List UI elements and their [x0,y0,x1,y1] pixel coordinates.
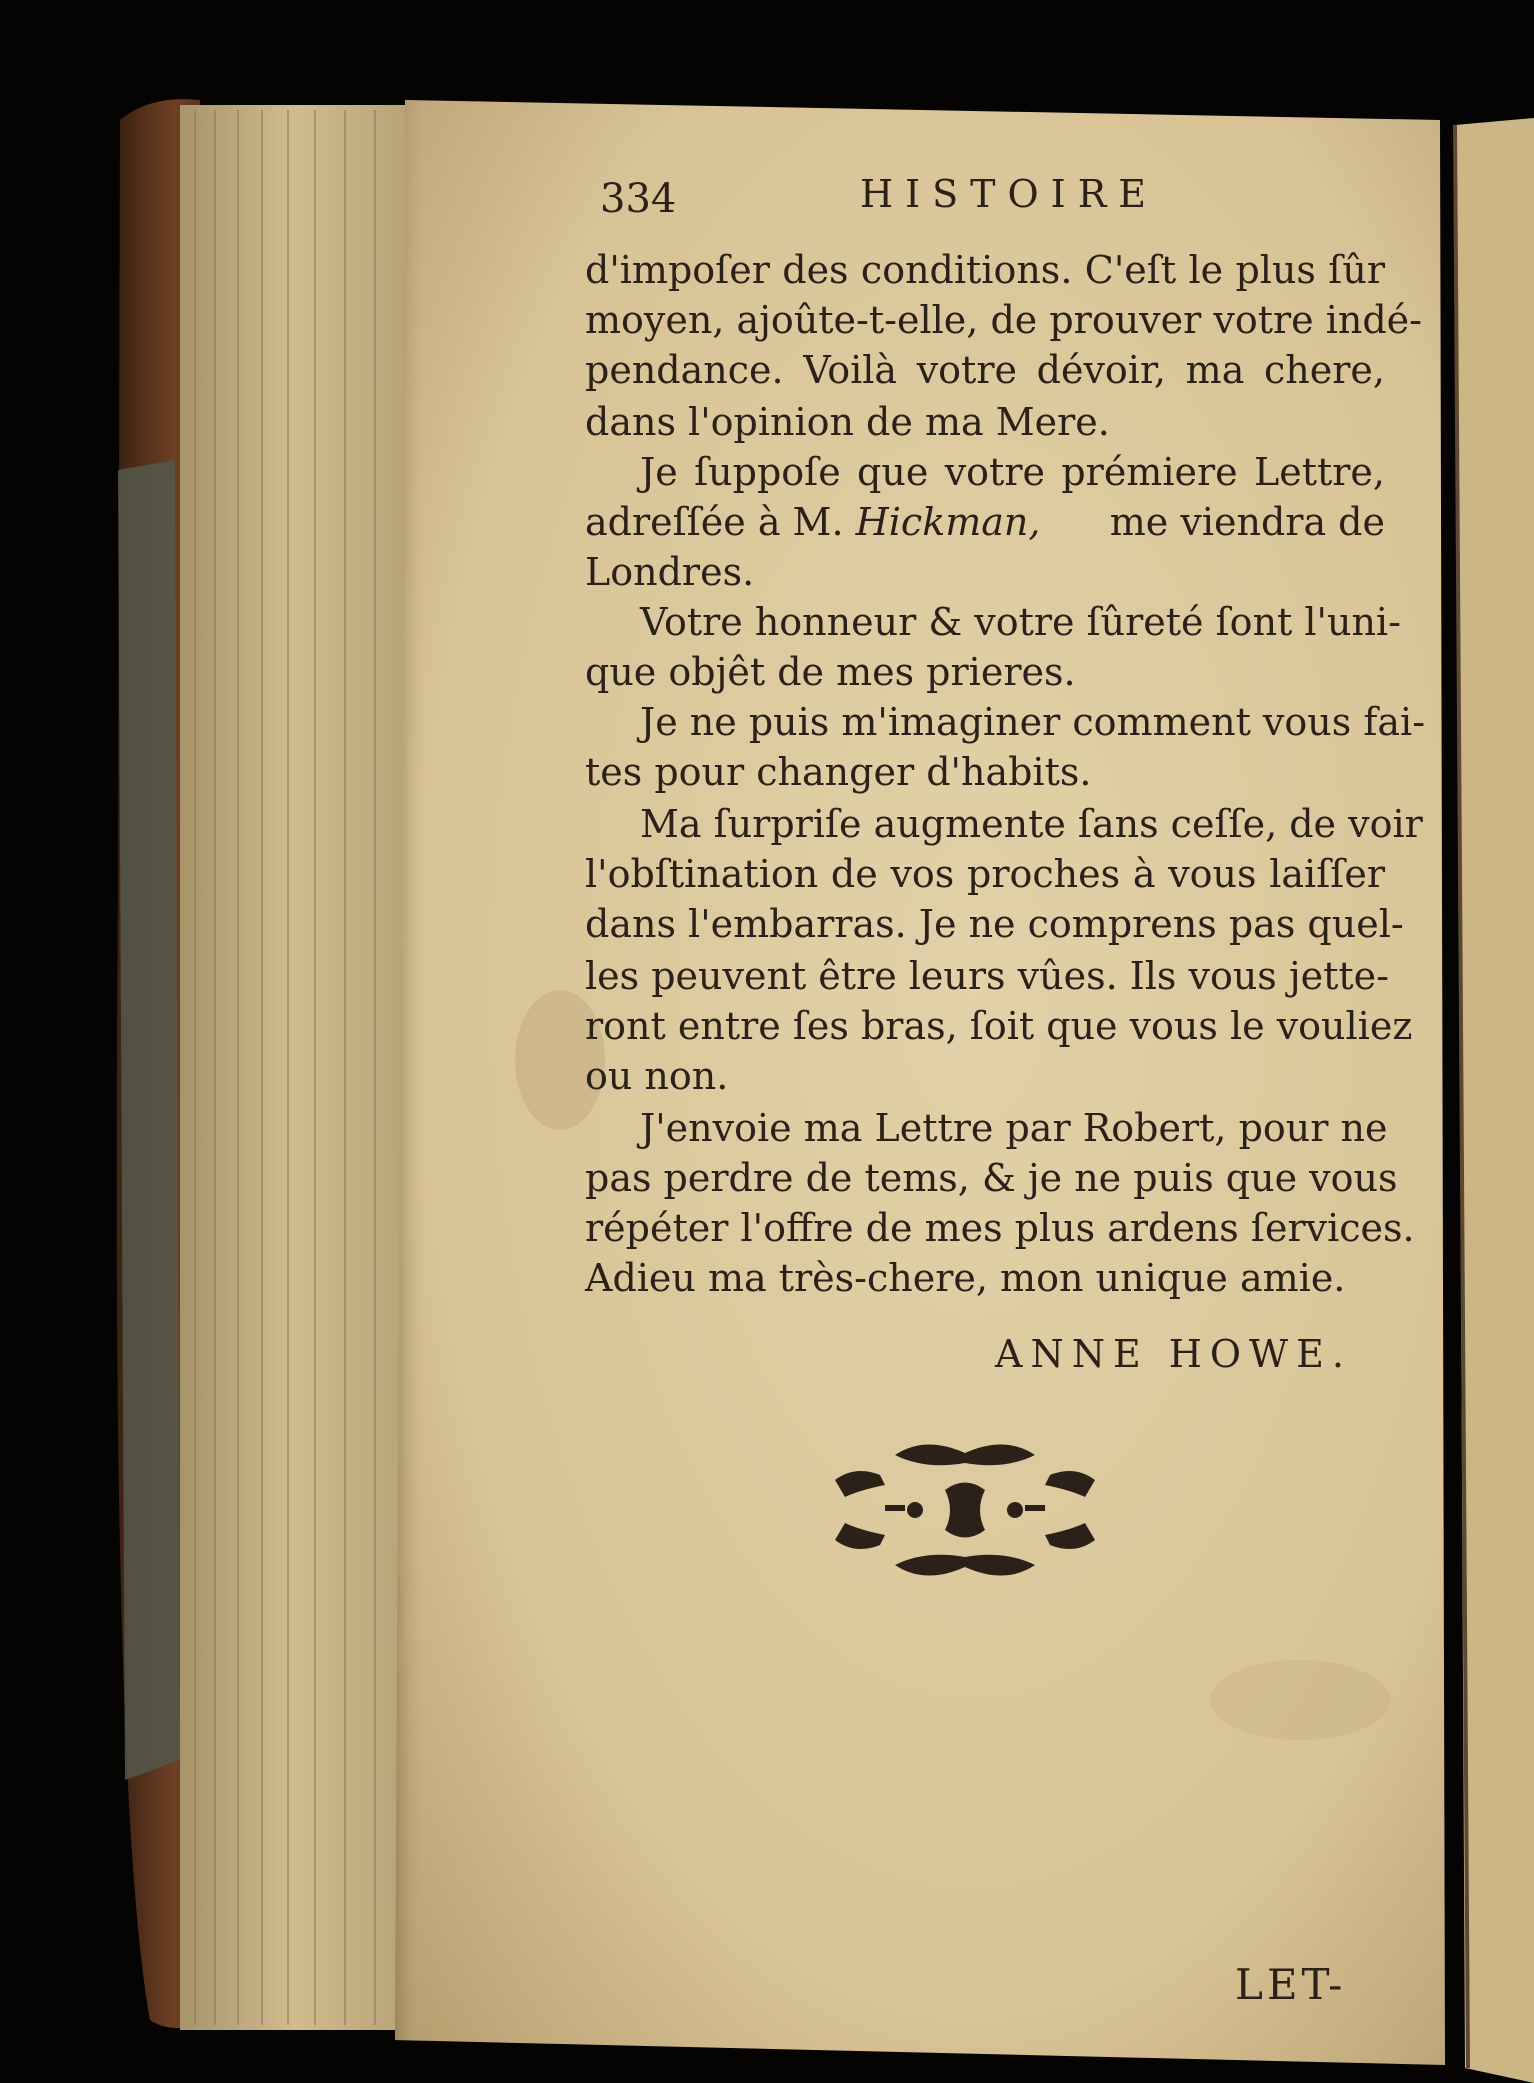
text-line: l'obſtination de vos proches à vous laiſſer [585,852,1385,896]
floral-ornament-icon [825,1435,1105,1585]
text-line: ou non. [585,1054,729,1098]
text-line: dans l'embarras. Je ne comprens pas quel- [585,902,1404,946]
text-line: tes pour changer d'habits. [585,750,1092,794]
page-number: 334 [600,176,677,222]
text-line: Votre honneur & votre ſûreté ſont l'uni- [640,600,1401,644]
text-line: Adieu ma très-chere, mon unique amie. [585,1256,1346,1300]
text-line: d'impoſer des conditions. C'eſt le plus ſûr [585,248,1385,292]
text-line: Londres. [585,550,755,594]
running-title: HISTOIRE [860,172,1159,216]
signature: ANNE HOWE. [995,1332,1352,1376]
text-fragment: adreſſée à M. [585,500,844,544]
text-line-composite [585,498,1385,546]
text-line: répéter l'offre de mes plus ardens ſervices. [585,1206,1415,1250]
text-line: dans l'opinion de ma Mere. [585,400,1110,444]
text-line: moyen, ajoûte-t-elle, de prouver votre indé- [585,298,1423,342]
name-hickman: Hickman, [855,500,1041,544]
text-line: que objêt de mes prieres. [585,650,1076,694]
text-line: J'envoie ma Lettre par Robert, pour ne [640,1106,1388,1150]
text-line: Je ne puis m'imaginer comment vous fai- [640,700,1426,744]
text-line: ront entre ſes bras, ſoit que vous le vouliez [585,1004,1413,1048]
text-line: pas perdre de tems, & je ne puis que vous [585,1156,1398,1200]
text-line: Je ſuppoſe que votre prémiere Lettre, [640,450,1385,494]
text-fragment: me viendra de [1109,500,1385,544]
text-line: les peuvent être leurs vûes. Ils vous jette- [585,954,1390,998]
text-line: Ma ſurpriſe augmente ſans ceſſe, de voir [640,802,1423,846]
text-line: pendance. Voilà votre dévoir, ma chere, [585,348,1385,392]
catchword: LET- [1235,1960,1347,2009]
